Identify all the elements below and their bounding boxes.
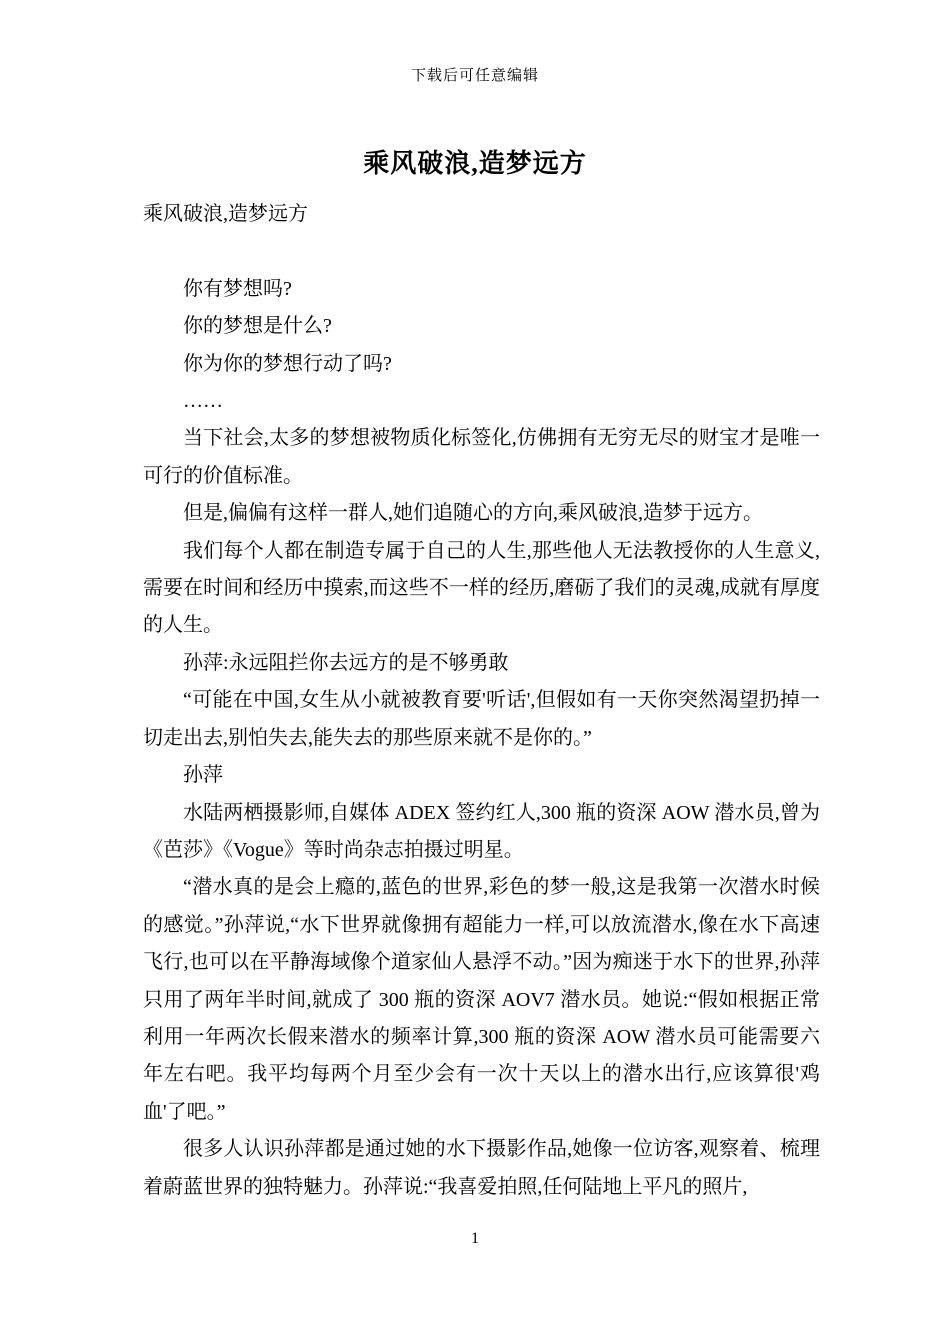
paragraph: 我们每个人都在制造专属于自己的人生,那些他人无法教授你的人生意义,需要在时间和经历中摸索,而这些不一样的经历,磨砺了我们的灵魂,成就有厚度的人生。 (143, 539, 820, 637)
document-title: 乘风破浪,造梦远方 (363, 149, 587, 178)
paragraph (143, 233, 820, 270)
paragraph: 孙萍 (183, 764, 223, 787)
paragraph: 但是,偏偏有这样一群人,她们追随心的方向,乘风破浪,造梦于远方。 (183, 502, 763, 525)
paragraph: 当下社会,太多的梦想被物质化标签化,仿佛拥有无穷无尽的财宝才是唯一可行的价值标准。 (143, 427, 820, 487)
paragraph: 孙萍:永远阻拦你去远方的是不够勇敢 (183, 651, 509, 674)
paragraph: 乘风破浪,造梦远方 (143, 203, 308, 225)
paragraph: 水陆两栖摄影师,自媒体 ADEX 签约红人,300 瓶的资深 AOW 潜水员,曾为《芭莎》《Vogue》等时尚杂志拍摄过明星。 (143, 801, 820, 861)
header-note: 下载后可任意编辑 (410, 68, 539, 84)
page-number: 1 (471, 1230, 479, 1247)
paragraph: 很多人认识孙萍都是通过她的水下摄影作品,她像一位访客,观察着、梳理着蔚蓝世界的独特魅力。孙萍说:“我喜爱拍照,任何陆地上平凡的照片, (143, 1138, 820, 1198)
paragraph: “可能在中国,女生从小就被教育要'听话',但假如有一天你突然渴望扔掉一切走出去,别怕失去,能失去的那些原来就不是你的。” (143, 689, 820, 749)
paragraph: 你的梦想是什么? (183, 315, 332, 338)
paragraph: “潜水真的是会上瘾的,蓝色的世界,彩色的梦一般,这是我第一次潜水时候的感觉。”孙萍说,“水下世界就像拥有超能力一样,可以放流潜水,像在水下高速飞行,也可以在平静海域像个道家仙人悬浮不动。”因为痴迷于水下的世界,孙萍只用了两年半时间,就成了 300 瓶的资深 AOV7 潜水员。她说:“假如根据正常利用一年两次长假来潜水的频率计算,300 瓶的资深 AOW 潜水员可能需要六年左右吧。我平均每两个月至少会有一次十天以上的潜水出行,应该算很'鸡血'了吧。” (143, 876, 820, 1123)
paragraph: 你为你的梦想行动了吗? (183, 352, 392, 375)
paragraph: 你有梦想吗? (183, 277, 292, 300)
document-body (143, 196, 820, 1206)
paragraph: …… (183, 390, 223, 413)
